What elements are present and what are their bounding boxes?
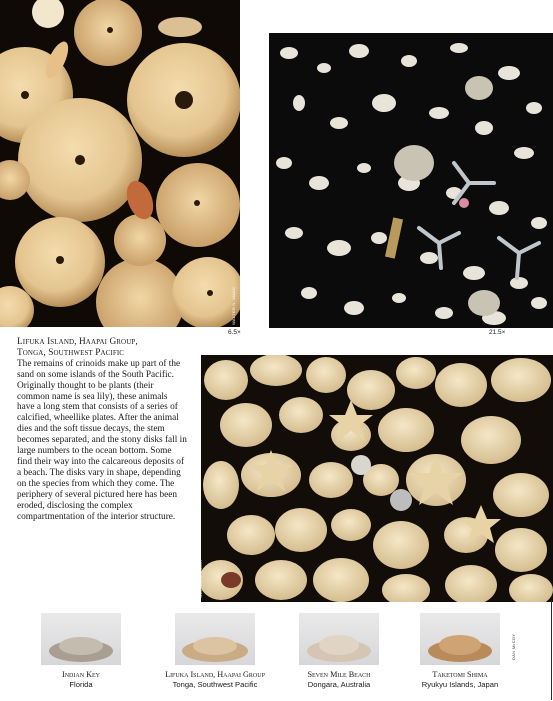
page-edge-rule xyxy=(551,600,552,700)
sand-sample-lifuka-island xyxy=(158,613,272,690)
crinoid-disks-photo xyxy=(0,0,240,327)
sample-name: Seven Mile Beach xyxy=(307,670,371,679)
samples-photo-credit: DAN McCOY xyxy=(511,633,516,660)
star-sand-photo xyxy=(201,355,553,602)
sample-name: Taketomi Shima xyxy=(432,670,488,679)
photo-caption xyxy=(17,337,187,522)
photo-credit: WALTER N. MACK xyxy=(263,288,268,327)
sand-sample-taketomi-shima xyxy=(408,613,512,690)
foraminifera-photo xyxy=(269,33,553,328)
sample-location: Tonga, Southwest Pacific xyxy=(172,680,258,689)
sand-sample-photo xyxy=(175,613,255,665)
magnification-label: 6.5× xyxy=(228,329,241,336)
sand-sample-photo xyxy=(299,613,379,665)
sand-sample-seven-mile-beach xyxy=(287,613,391,690)
sand-sample-photo xyxy=(41,613,121,665)
photo-credit: WALTER N. MACK xyxy=(198,559,203,598)
caption-body: The remains of crinoids make up part of the sand on some islands of the South Pacific. Originally thought to be plants (their common name is sea lily), these animals have a long stem that consists of a series of calcified, wheellike plates. After the animal dies and the soft tissue decays, the stem becomes separated, and the stony disks fall in large numbers to the ocean bottom. Some find their way into the calcareous deposits of a beach. The disks vary in shape, depending on the species from which they come. The periphery of several pictured here has been eroded, disclosing the complex compartmentation of the interior structure. xyxy=(17,358,187,522)
caption-title: Lifuka Island, Haapai Group, Tonga, Southwest Pacific xyxy=(17,337,138,358)
sand-sample-photo xyxy=(420,613,500,665)
sample-name: Lifuka Island, Haapai Group xyxy=(165,670,265,679)
magnification-label: 21.5× xyxy=(489,329,506,336)
sand-sample-indian-key xyxy=(29,613,133,690)
sample-location: Florida xyxy=(69,680,93,689)
sample-location: Ryukyu Islands, Japan xyxy=(421,680,499,689)
photo-credit: WALTER N. MACK xyxy=(231,286,236,325)
sample-name: Indian Key xyxy=(61,670,100,679)
sample-location: Dongara, Australia xyxy=(307,680,371,689)
